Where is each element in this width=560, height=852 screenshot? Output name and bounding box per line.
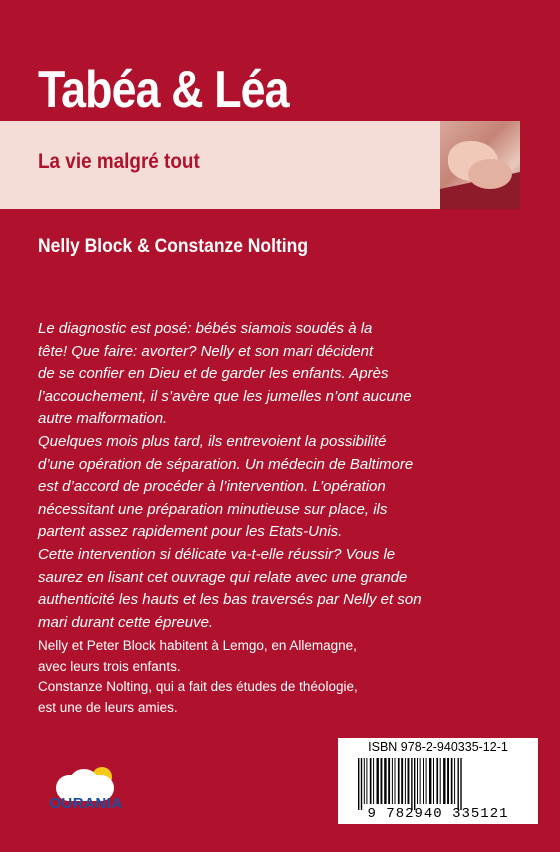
publisher-logo <box>36 767 136 819</box>
barcode-bar <box>414 758 415 810</box>
isbn-label: ISBN 978-2-940335-12-1 <box>368 740 508 754</box>
blurb-line: mari durant cette épreuve. <box>38 613 214 631</box>
blurb-line: d’une opération de séparation. Un médecin de Baltimore <box>38 455 414 473</box>
barcode-bar <box>423 758 424 804</box>
barcode-bar <box>388 758 390 804</box>
blurb-line: l’accouchement, il s’avère que les jumelles n’ont aucune <box>38 387 412 405</box>
author-bio <box>38 636 538 718</box>
blurb-line: de se confier en Dieu et de garder les enfants. Après <box>38 365 389 383</box>
cloud-bump <box>70 769 98 793</box>
barcode-bar <box>358 758 359 810</box>
barcode-bar <box>373 758 374 804</box>
barcode-bar <box>429 758 431 804</box>
barcode-bar <box>420 758 421 804</box>
barcode-bar <box>381 758 383 804</box>
barcode-bar <box>370 758 372 804</box>
bio-line: est une de leurs amies. <box>38 699 178 715</box>
barcode-bar <box>433 758 434 804</box>
blurb-line: autre malformation. <box>38 410 168 428</box>
barcode-graphic <box>356 758 528 810</box>
book-title: Tabéa & Léa <box>38 61 289 119</box>
publisher-name: OURANIA <box>49 795 123 812</box>
barcode-bar <box>405 758 406 804</box>
bio-line: avec leurs trois enfants. <box>38 658 181 674</box>
barcode-bar <box>436 758 438 804</box>
barcode-bar <box>364 758 365 804</box>
barcode-bar <box>411 758 412 810</box>
barcode-bar <box>454 758 455 804</box>
barcode-bar <box>395 758 396 804</box>
blurb-line: tête! Que faire: avorter? Nelly et son mari décident <box>38 342 374 360</box>
blurb-line: Quelques mois plus tard, ils entrevoient la possibilité <box>38 432 387 450</box>
blurb-line: authenticité les hauts et les bas traversés par Nelly et son <box>38 591 422 609</box>
barcode-bar <box>451 758 453 804</box>
blurb-text <box>38 318 538 634</box>
barcode-bar <box>398 758 400 804</box>
barcode-bar <box>440 758 441 804</box>
barcode-bar <box>401 758 403 804</box>
barcode-digits: 9 782940 335121 <box>367 806 509 822</box>
barcode-bar <box>361 758 362 810</box>
barcode-bar <box>460 758 461 810</box>
barcode-bar <box>443 758 445 804</box>
barcode-bar <box>366 758 367 804</box>
blurb-line: Le diagnostic est posé: bébés siamois soudés à la <box>38 320 373 337</box>
blurb-line: partent assez rapidement pour les Etats-Unis. <box>38 523 343 541</box>
barcode-bar <box>458 758 459 810</box>
barcode-bar <box>384 758 386 804</box>
bio-line: Constanze Nolting, qui a fait des études de théologie, <box>38 679 358 694</box>
barcode-bar <box>447 758 449 804</box>
isbn-barcode-box <box>338 738 538 824</box>
barcode-bar <box>392 758 393 804</box>
barcode-bar <box>417 758 418 804</box>
bio-line: Nelly et Peter Block habitent à Lemgo, en Allemagne, <box>38 638 357 653</box>
blurb-line: nécessitant une préparation minutieuse sur place, ils <box>38 500 388 518</box>
book-authors: Nelly Block & Constanze Nolting <box>38 236 309 257</box>
photo-hand-small <box>468 159 512 189</box>
barcode-bar <box>408 758 410 804</box>
barcode-bar <box>426 758 427 804</box>
blurb-line: saurez en lisant cet ouvrage qui relate avec une grande <box>38 568 408 586</box>
hands-photo <box>440 121 520 209</box>
blurb-line: Cette intervention si délicate va-t-elle réussir? Vous le <box>38 545 396 563</box>
barcode-bar <box>377 758 379 804</box>
blurb-line: est d’accord de procéder à l’intervention. L’opération <box>38 478 386 496</box>
book-subtitle: La vie malgré tout <box>38 150 200 173</box>
